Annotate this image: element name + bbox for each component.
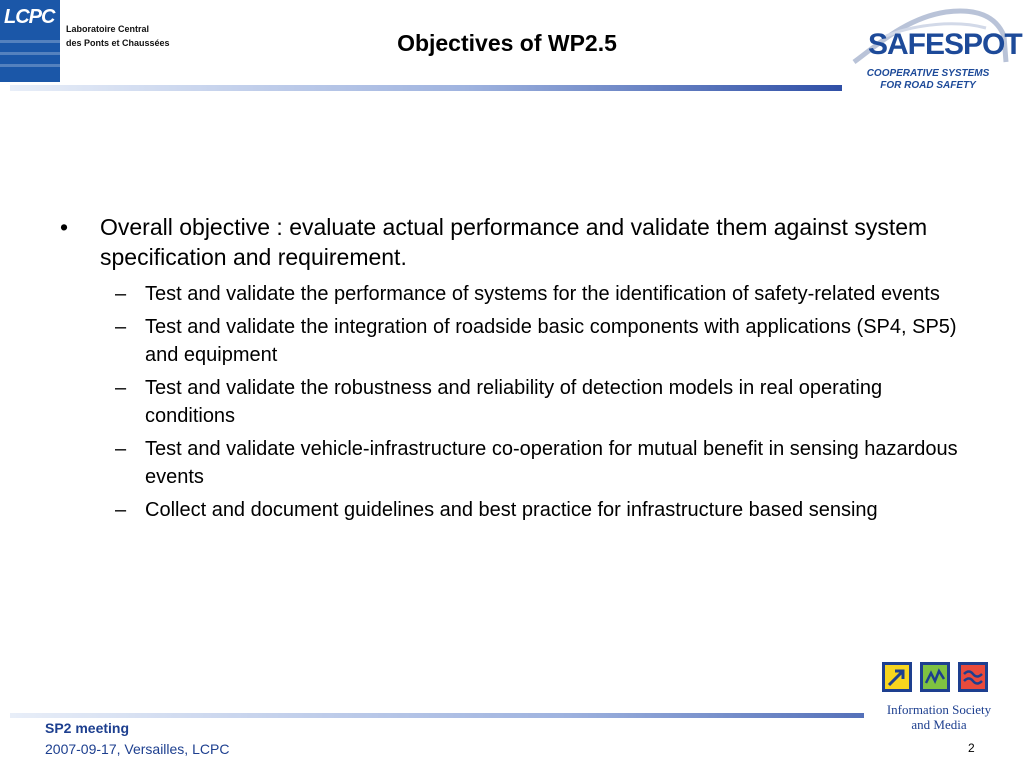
sub-bullet-list bbox=[60, 280, 960, 524]
wave-chart-icon bbox=[920, 662, 950, 692]
dash-marker: – bbox=[115, 377, 127, 399]
dash-marker: – bbox=[115, 499, 127, 521]
bullet-marker: • bbox=[60, 214, 69, 240]
main-bullet bbox=[60, 212, 960, 272]
lcpc-logo-text: LCPC bbox=[4, 6, 55, 28]
slide-title: Objectives of WP2.5 bbox=[397, 30, 617, 56]
sub-bullet-text: Test and validate the integration of roadside basic components with applications (SP4, SP5) and equipment bbox=[145, 316, 957, 366]
safespot-logo bbox=[846, 6, 1022, 96]
wave-icon bbox=[958, 662, 988, 692]
meeting-label: SP2 meeting bbox=[45, 720, 130, 736]
date-location: 2007-09-17, Versailles, LCPC bbox=[45, 741, 230, 757]
safespot-tagline bbox=[858, 68, 998, 92]
arrow-icon bbox=[882, 662, 912, 692]
information-society-logo bbox=[864, 660, 1014, 736]
sub-bullet-item bbox=[60, 280, 960, 308]
slide-content bbox=[60, 212, 960, 529]
dash-marker: – bbox=[115, 316, 127, 338]
main-bullet-text: Overall objective : evaluate actual performance and validate them against system specification and requirement. bbox=[100, 214, 928, 270]
sub-bullet-item bbox=[60, 496, 960, 524]
safespot-tagline-line2: FOR ROAD SAFETY bbox=[880, 80, 976, 91]
safespot-wordmark: SAFESPOT bbox=[868, 28, 1022, 61]
sub-bullet-text: Test and validate the robustness and reliability of detection models in real operating conditions bbox=[145, 377, 883, 427]
sub-bullet-text: Test and validate the performance of systems for the identification of safety-related events bbox=[145, 283, 940, 305]
safespot-tagline-line1: COOPERATIVE SYSTEMS bbox=[866, 68, 990, 79]
header-divider bbox=[10, 85, 842, 91]
page-number: 2 bbox=[968, 741, 975, 755]
sub-bullet-item bbox=[60, 435, 960, 491]
ism-line1: Information Society bbox=[886, 702, 992, 717]
sub-bullet-item bbox=[60, 374, 960, 430]
lcpc-name-line1: Laboratoire Central bbox=[66, 24, 150, 34]
sub-bullet-text: Collect and document guidelines and best practice for infrastructure based sensing bbox=[145, 499, 878, 521]
lcpc-name-line2: des Ponts et Chaussées bbox=[66, 38, 170, 48]
sub-bullet-text: Test and validate vehicle-infrastructure co-operation for mutual benefit in sensing hazardous events bbox=[145, 438, 958, 488]
ism-line2: and Media bbox=[911, 717, 967, 732]
dash-marker: – bbox=[115, 438, 127, 460]
information-society-caption bbox=[864, 702, 1014, 732]
dash-marker: – bbox=[115, 283, 127, 305]
sub-bullet-item bbox=[60, 313, 960, 369]
